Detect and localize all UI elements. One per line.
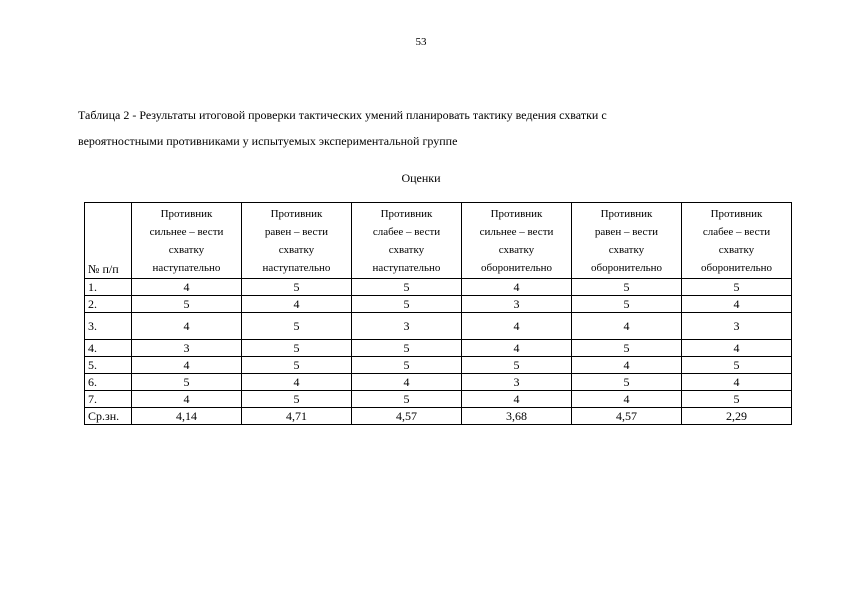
header-line: равен – вести [594,226,659,238]
score-cell: 5 [572,374,682,391]
table-row [85,357,792,374]
header-line: наступательно [152,262,221,274]
score-cell: 5 [572,279,682,296]
table-row [85,391,792,408]
score-cell: 4 [462,340,572,357]
score-cell: 4 [242,296,352,313]
header-line: Противник [160,208,213,220]
table-row [85,374,792,391]
score-cell: 5 [572,340,682,357]
mean-label-cell: Ср.зн. [85,408,132,425]
header-line: Противник [490,208,543,220]
score-cell: 5 [352,391,462,408]
score-cell: 4 [572,391,682,408]
score-cell: 5 [572,296,682,313]
table-row [85,313,792,340]
mean-value-cell: 4,14 [132,408,242,425]
score-cell: 4 [132,279,242,296]
score-cell: 4 [682,374,792,391]
score-cell: 5 [352,279,462,296]
table-row [85,340,792,357]
score-cell: 3 [462,296,572,313]
score-cell: 5 [352,357,462,374]
header-line: Противник [710,208,763,220]
score-cell: 3 [132,340,242,357]
header-line: схватку [168,244,205,256]
table-heading: Оценки [401,171,441,185]
table-caption-line-2: вероятностными противниками у испытуемых экспериментальной группе [78,134,458,148]
mean-row [85,408,792,425]
score-cell: 4 [352,374,462,391]
score-cell: 4 [572,357,682,374]
row-number-cell: 3. [85,313,132,340]
header-line: схватку [278,244,315,256]
score-cell: 4 [462,279,572,296]
header-line: наступательно [262,262,331,274]
score-cell: 4 [242,374,352,391]
score-cell: 5 [682,357,792,374]
table-header-row [85,203,792,279]
header-line: оборонительно [591,262,662,274]
score-cell: 5 [132,296,242,313]
mean-value-cell: 4,57 [572,408,682,425]
header-line: оборонительно [701,262,772,274]
header-line: сильнее – вести [149,226,224,238]
score-cell: 5 [682,391,792,408]
score-cell: 4 [462,391,572,408]
results-table [84,202,792,425]
score-cell: 5 [242,357,352,374]
score-cell: 5 [242,340,352,357]
header-strategy-cell [462,203,572,279]
score-cell: 5 [352,340,462,357]
table-row [85,296,792,313]
table-row [85,279,792,296]
header-strategy-cell [352,203,462,279]
score-cell: 3 [682,313,792,340]
table-caption-line-1: Таблица 2 - Результаты итоговой проверки тактических умений планировать тактику ведения схватки с [78,108,607,122]
score-cell: 4 [132,391,242,408]
score-cell: 4 [132,357,242,374]
row-number-cell: 1. [85,279,132,296]
row-number-cell: 7. [85,391,132,408]
header-line: Противник [380,208,433,220]
mean-value-cell: 4,71 [242,408,352,425]
score-cell: 3 [352,313,462,340]
score-cell: 5 [242,313,352,340]
mean-value-cell: 2,29 [682,408,792,425]
header-line: схватку [718,244,755,256]
header-line: Противник [270,208,323,220]
row-number-cell: 6. [85,374,132,391]
header-line: Противник [600,208,653,220]
score-cell: 3 [462,374,572,391]
score-cell: 4 [462,313,572,340]
header-line: схватку [388,244,425,256]
header-line: слабее – вести [702,226,771,238]
mean-value-cell: 3,68 [462,408,572,425]
score-cell: 4 [132,313,242,340]
header-line: схватку [608,244,645,256]
row-number-cell: 4. [85,340,132,357]
header-strategy-cell [242,203,352,279]
header-strategy-cell [132,203,242,279]
score-cell: 5 [132,374,242,391]
mean-value-cell: 4,57 [352,408,462,425]
header-line: сильнее – вести [479,226,554,238]
score-cell: 5 [352,296,462,313]
header-line: схватку [498,244,535,256]
score-cell: 5 [682,279,792,296]
header-strategy-cell [572,203,682,279]
row-number-cell: 5. [85,357,132,374]
header-line: равен – вести [264,226,329,238]
score-cell: 4 [682,340,792,357]
score-cell: 5 [242,391,352,408]
header-line: слабее – вести [372,226,441,238]
header-strategy-cell [682,203,792,279]
score-cell: 5 [462,357,572,374]
score-cell: 4 [682,296,792,313]
header-line: оборонительно [481,262,552,274]
page-number: 53 [415,36,427,48]
score-cell: 5 [242,279,352,296]
header-num-cell: № п/п [85,203,132,279]
header-line: наступательно [372,262,441,274]
row-number-cell: 2. [85,296,132,313]
score-cell: 4 [572,313,682,340]
